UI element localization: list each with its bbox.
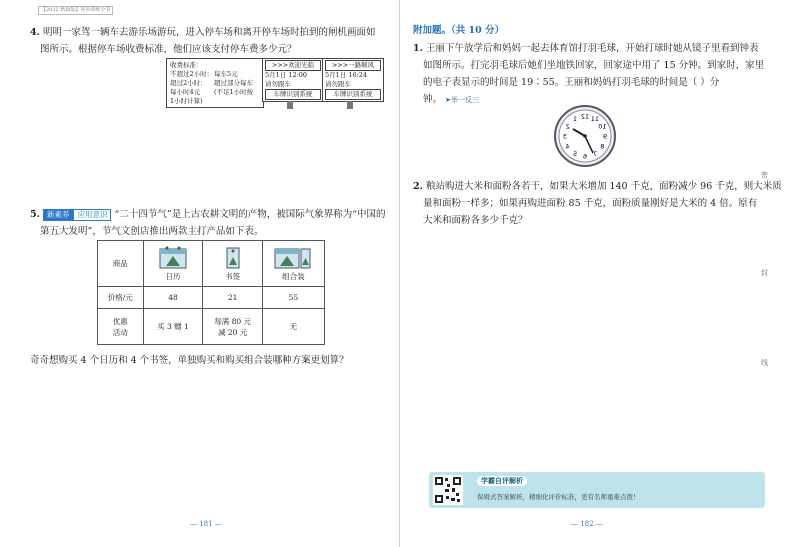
price-cell: 21 xyxy=(203,287,262,309)
page-number-left: — 181 — xyxy=(190,520,222,528)
gate-pole xyxy=(287,101,293,109)
product-combo: 组合装 xyxy=(262,241,324,287)
question-5-ask: 奇奇想购买 4 个日历和 4 个书签，单独购买和购买组合装哪种方案更划算？ xyxy=(30,355,349,366)
question-5 xyxy=(30,206,390,240)
price-cell: 48 xyxy=(143,287,203,309)
gate-pole xyxy=(347,101,353,109)
clock-number: 12 xyxy=(580,112,590,121)
header-logo: 【2022 秋新版】同步训练全书 xyxy=(38,6,113,15)
clock-number: 7 xyxy=(592,149,598,158)
product-calendar: 日历 xyxy=(143,241,203,287)
combo-pack-icon xyxy=(273,245,313,269)
qr-code-icon[interactable] xyxy=(433,475,463,505)
clock-number: 11 xyxy=(590,115,600,124)
question-number: 1. xyxy=(413,43,423,54)
promo-label: 优惠 活动 xyxy=(98,309,144,345)
clock-number: 1 xyxy=(572,115,578,124)
promo-cell: 无 xyxy=(262,309,324,345)
clock-number: 4 xyxy=(565,142,570,151)
price-cell: 55 xyxy=(262,287,324,309)
calendar-icon xyxy=(158,245,188,269)
page-number-right: — 182 — xyxy=(571,520,603,528)
product-bookmark: 书签 xyxy=(203,241,262,287)
page-divider xyxy=(399,0,400,547)
fee-standard-box: 收费标准： 不超过2小时： 超过2小时： 每小时4元 每车5元 超过部分每车 (不足1小时按 1小时计算) xyxy=(166,58,264,108)
banner-title: 学霸自评解析 xyxy=(477,476,527,486)
extra-section-title: 附加题。（共 10 分） xyxy=(413,25,505,36)
clock-number: 3 xyxy=(562,132,568,141)
question-number: 2. xyxy=(413,181,423,192)
promo-cell: 每满 80 元 减 20 元 xyxy=(203,309,262,345)
left-page xyxy=(0,0,397,547)
question-text: 图所示。根据停车场收费标准，他们应该支付停车费多少元？ xyxy=(40,44,297,55)
clock-number: 2 xyxy=(565,122,570,131)
question-text: “二十四节气”是上古农耕文明的产物，被国际气象界称为“中国的 xyxy=(114,209,386,220)
clock-number: 6 xyxy=(582,152,588,161)
question-number: 4. xyxy=(30,27,40,38)
extra-question-1: 1. 王丽下午放学后和妈妈一起去体育馆打羽毛球，开始打球时她从镜子里看到钟表 如图所示。打完羽毛球后她们坐地铁回家，回家途中用了 15 分钟。到家时，家里 的电子表显示的时间是 19∶55。王丽和妈妈打羽毛球的时间是（ ）分 钟。 ➤举一反三 xyxy=(413,43,765,105)
clock-number: 5 xyxy=(572,149,578,158)
right-page xyxy=(403,0,800,547)
table-header-cell: 商品 xyxy=(98,241,144,287)
tag-application: 应用意识 xyxy=(73,209,111,221)
banner-subtitle: 保姆式答案解析，精细化评价标准，更有名师重难点拨！ xyxy=(477,493,640,501)
extra-question-2: 2. 粮站购进大米和面粉各若干，如果大米增加 140 千克，面粉减少 96 千克，则大米质 量和面粉一样多；如果再购进面粉 85 千克，面粉质量刚好是大米的 4 倍。原有 大米和面粉各多少千克？ xyxy=(413,181,782,226)
price-label: 价格/元 xyxy=(98,287,144,309)
question-number: 5. xyxy=(30,209,40,220)
question-text: 第五大发明”，节气文创店推出两款主打产品如下表。 xyxy=(40,226,264,237)
tag-new-literacy: 新素养 xyxy=(43,209,74,221)
promo-cell: 买 3 赠 1 xyxy=(143,309,203,345)
answer-banner xyxy=(429,472,765,508)
gate-sign-entry: >>>欢迎光临 5月1日 12:00 请勿跟车 车牌识别系统 xyxy=(262,58,324,102)
gate-sign-exit: >>>一路顺风 5月1日 16:24 请勿跟车 车牌识别系统 xyxy=(322,58,384,102)
seal-line-char: 密 xyxy=(761,171,768,179)
clock-number: 9 xyxy=(602,132,608,141)
question-4 xyxy=(30,24,390,58)
clock-number: 10 xyxy=(598,122,607,131)
seal-line-char: 线 xyxy=(761,359,768,367)
clock-icon xyxy=(553,104,617,168)
seal-line-char: 封 xyxy=(761,269,768,277)
clock-number: 8 xyxy=(600,142,605,151)
bookmark-icon xyxy=(222,245,244,269)
product-table xyxy=(97,240,325,345)
practice-link[interactable]: ➤举一反三 xyxy=(445,96,479,104)
question-text: 明明一家驾一辆车去游乐场游玩，进入停车场和离开停车场时拍到的闸机画面如 xyxy=(42,27,376,38)
